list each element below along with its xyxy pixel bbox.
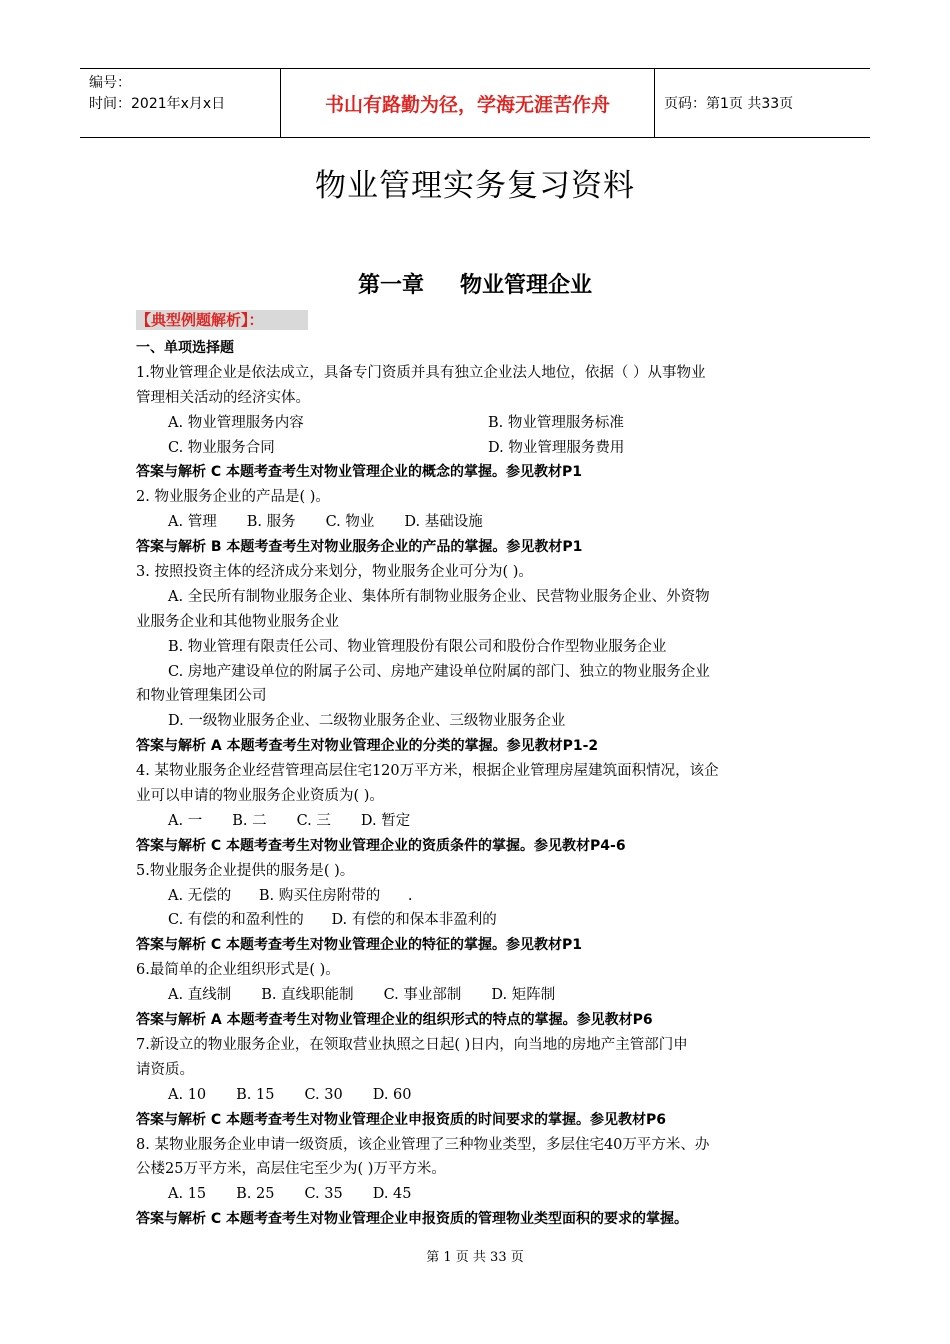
option-row <box>136 1083 816 1108</box>
question-text: 5.物业服务企业提供的服务是( )。 <box>136 862 355 879</box>
option: D. 基础设施 <box>404 514 483 531</box>
answer-analysis: 答案与解析 A 本题考查考生对物业管理企业的分类的掌握。参见教材P1-2 <box>136 738 599 755</box>
page-info: 页码：第1页 共33页 <box>664 96 794 112</box>
option: C. 三 <box>296 812 331 829</box>
question-text: 2. 物业服务企业的产品是( )。 <box>136 489 330 506</box>
option: A. 直线制 <box>168 987 232 1004</box>
chapter-number: 第一章 <box>357 273 424 298</box>
answer-analysis: 答案与解析 C 本题考查考生对物业管理企业申报资质的时间要求的掌握。参见教材P6 <box>136 1111 667 1128</box>
option-row: A. 无偿的 B. 购买住房附带的 . <box>168 887 413 904</box>
option: A. 10 <box>168 1086 207 1103</box>
answer-analysis: 答案与解析 C 本题考查考生对物业管理企业的概念的掌握。参见教材P1 <box>136 464 583 481</box>
question-text: 8. 某物业服务企业申请一级资质，该企业管理了三种物业类型，多层住宅40万平方米、办 <box>136 1136 710 1153</box>
option: D. 暂定 <box>360 812 411 829</box>
option: B. 25 <box>236 1186 275 1203</box>
answer-analysis: 答案与解析 A 本题考查考生对物业管理企业的组织形式的特点的掌握。参见教材P6 <box>136 1012 653 1029</box>
option-continued: 业服务企业和其他物业服务企业 <box>136 613 339 630</box>
option: B. 物业管理服务标准 <box>488 414 624 431</box>
option: D. 45 <box>372 1186 412 1203</box>
option-row <box>136 510 816 535</box>
question-text: 6.最简单的企业组织形式是( )。 <box>136 962 340 979</box>
option: C. 房地产建设单位的附属子公司、房地产建设单位附属的部门、独立的物业服务企业 <box>168 663 710 680</box>
answer-analysis: 答案与解析 C 本题考查考生对物业管理企业申报资质的管理物业类型面积的要求的掌握。 <box>136 1211 689 1228</box>
option: A. 管理 <box>168 514 217 531</box>
option: A. 物业管理服务内容 <box>168 414 304 431</box>
option: C. 30 <box>304 1086 343 1103</box>
document-body <box>136 336 816 1232</box>
answer-analysis: 答案与解析 B 本题考查考生对物业服务企业的产品的掌握。参见教材P1 <box>136 539 583 556</box>
option: B. 物业管理有限责任公司、物业管理股份有限公司和股份合作型物业服务企业 <box>168 638 667 655</box>
chapter-name: 物业管理企业 <box>460 273 593 298</box>
option-row <box>136 809 816 834</box>
option-row <box>136 411 816 436</box>
question-text: 1.物业管理企业是依法成立，具备专门资质并具有独立企业法人地位，依据（ ）从事物业 <box>136 364 706 381</box>
header-table <box>80 68 870 138</box>
option: D. 矩阵制 <box>491 987 556 1004</box>
option: A. 全民所有制物业服务企业、集体所有制物业服务企业、民营物业服务企业、外资物 <box>168 588 710 605</box>
option-row <box>136 436 816 461</box>
answer-analysis: 答案与解析 C 本题考查考生对物业管理企业的特征的掌握。参见教材P1 <box>136 937 583 954</box>
question-text: 公楼25万平方米，高层住宅至少为( )万平方米。 <box>136 1161 446 1178</box>
option: D. 一级物业服务企业、二级物业服务企业、三级物业服务企业 <box>168 713 566 730</box>
motto: 书山有路勤为径，学海无涯苦作舟 <box>280 69 655 137</box>
option-continued: 和物业管理集团公司 <box>136 688 267 705</box>
option-row <box>136 983 816 1008</box>
answer-analysis: 答案与解析 C 本题考查考生对物业管理企业的资质条件的掌握。参见教材P4-6 <box>136 837 626 854</box>
header-meta <box>80 69 280 137</box>
option: C. 35 <box>304 1186 343 1203</box>
date-label: 时间：2021年x月x日 <box>89 96 226 112</box>
chapter-heading <box>0 268 950 299</box>
question-text: 管理相关活动的经济实体。 <box>136 389 310 406</box>
option: B. 服务 <box>246 514 296 531</box>
option: D. 物业管理服务费用 <box>488 439 625 456</box>
number-label: 编号： <box>89 75 131 91</box>
option: D. 60 <box>372 1086 412 1103</box>
question-text: 3. 按照投资主体的经济成分来划分，物业服务企业可分为( )。 <box>136 564 533 581</box>
question-text: 4. 某物业服务企业经营管理高层住宅120万平方米，根据企业管理房屋建筑面积情况，该企 <box>136 763 719 780</box>
option: A. 一 <box>168 812 203 829</box>
page-footer: 第 1 页 共 33 页 <box>426 1250 524 1265</box>
question-text: 请资质。 <box>136 1061 194 1078</box>
option: C. 事业部制 <box>383 987 462 1004</box>
section-type: 一、单项选择题 <box>136 340 234 356</box>
question-text: 7.新设立的物业服务企业，在领取营业执照之日起( )日内，向当地的房地产主管部门申 <box>136 1036 688 1053</box>
section-tag: 【典型例题解析】： <box>136 310 308 330</box>
document-title: 物业管理实务复习资料 <box>315 168 635 204</box>
option: C. 物业 <box>325 514 375 531</box>
option: B. 直线职能制 <box>261 987 354 1004</box>
question-text: 业可以申请的物业服务企业资质为( )。 <box>136 788 384 805</box>
option-row <box>136 1182 816 1207</box>
option: A. 15 <box>168 1186 207 1203</box>
option: C. 物业服务合同 <box>168 439 275 456</box>
option: B. 15 <box>236 1086 275 1103</box>
option-row: C. 有偿的和盈利性的 D. 有偿的和保本非盈利的 <box>168 912 497 929</box>
option: B. 二 <box>232 812 267 829</box>
